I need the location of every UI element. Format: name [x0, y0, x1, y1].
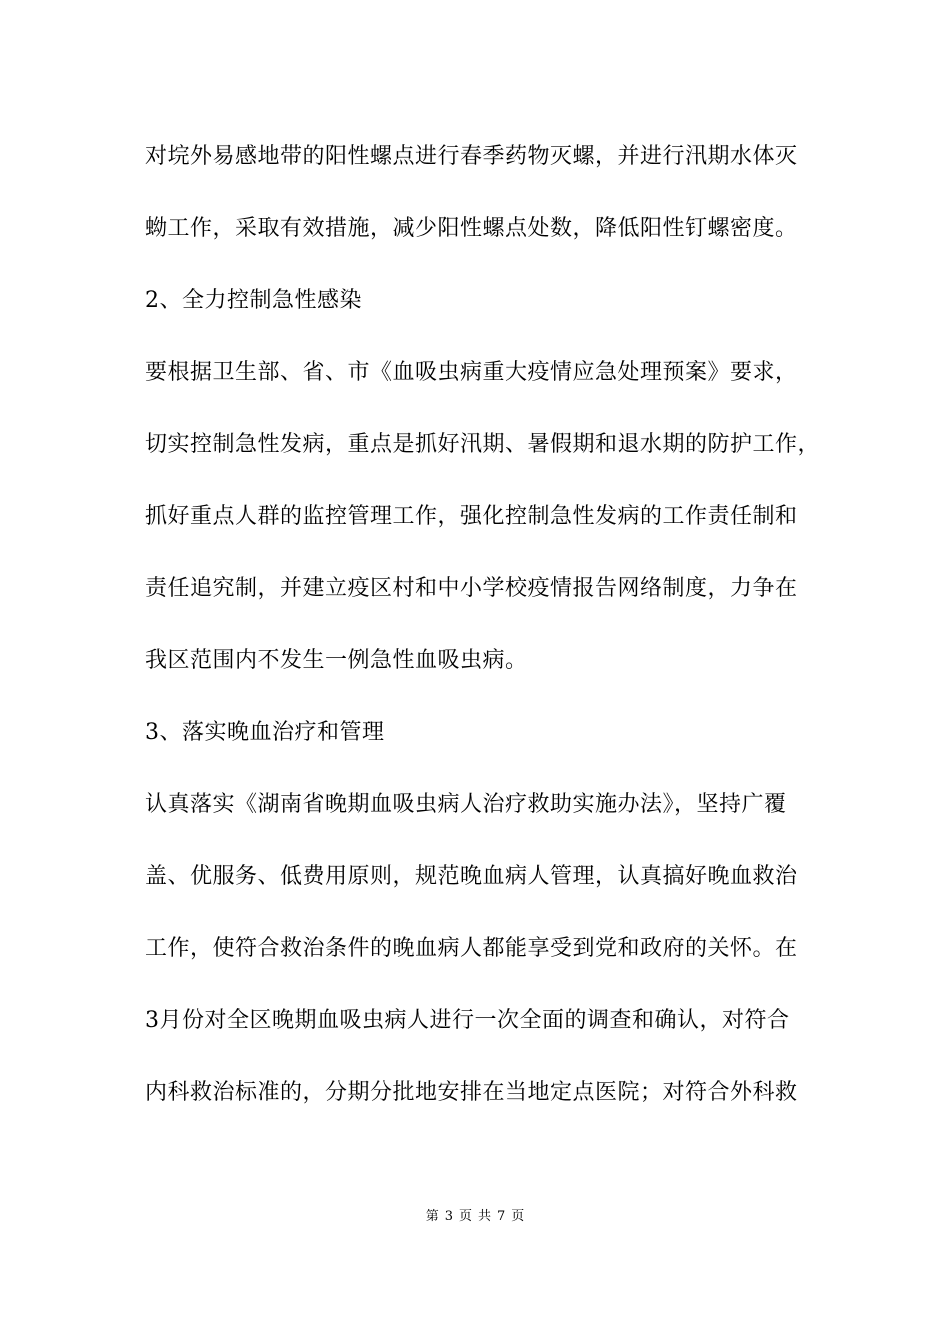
body-line-7: 我区范围内不发生一例急性血吸虫病。 — [145, 648, 528, 673]
section-heading-3: 3、落实晚血治疗和管理 — [145, 720, 385, 745]
body-line-3: 要根据卫生部、省、市《血吸虫病重大疫情应急处理预案》要求， — [145, 360, 798, 385]
body-line-12: 内科救治标准的，分期分批地安排在当地定点医院；对符合外科救 — [145, 1080, 798, 1105]
body-line-4: 切实控制急性发病，重点是抓好汛期、暑假期和退水期的防护工作， — [145, 432, 821, 457]
body-line-6: 责任追究制，并建立疫区村和中小学校疫情报告网络制度，力争在 — [145, 576, 798, 601]
body-line-2: 蚴工作，采取有效措施，减少阳性螺点处数，降低阳性钉螺密度。 — [145, 216, 798, 241]
body-line-1: 对垸外易感地带的阳性螺点进行春季药物灭螺，并进行汛期水体灭 — [145, 144, 798, 169]
body-line-5: 抓好重点人群的监控管理工作，强化控制急性发病的工作责任制和 — [145, 504, 798, 529]
footer-total-word: 共 — [478, 1209, 492, 1224]
footer-page-word: 页 — [458, 1209, 472, 1224]
body-line-11: 3月份对全区晚期血吸虫病人进行一次全面的调查和确认，对符合 — [145, 1008, 790, 1033]
body-line-8: 认真落实《湖南省晚期血吸虫病人治疗救助实施办法》，坚持广覆 — [145, 792, 787, 817]
footer-current-page: 3 — [444, 1209, 453, 1224]
page-footer — [0, 1208, 950, 1226]
footer-total-pages: 7 — [497, 1209, 506, 1224]
section-heading-2: 2、全力控制急性感染 — [145, 288, 362, 313]
footer-suffix: 页 — [511, 1209, 525, 1224]
footer-prefix: 第 — [425, 1209, 439, 1224]
body-line-10: 工作，使符合救治条件的晚血病人都能享受到党和政府的关怀。在 — [145, 936, 798, 961]
body-line-9: 盖、优服务、低费用原则，规范晚血病人管理，认真搞好晚血救治 — [145, 864, 798, 889]
